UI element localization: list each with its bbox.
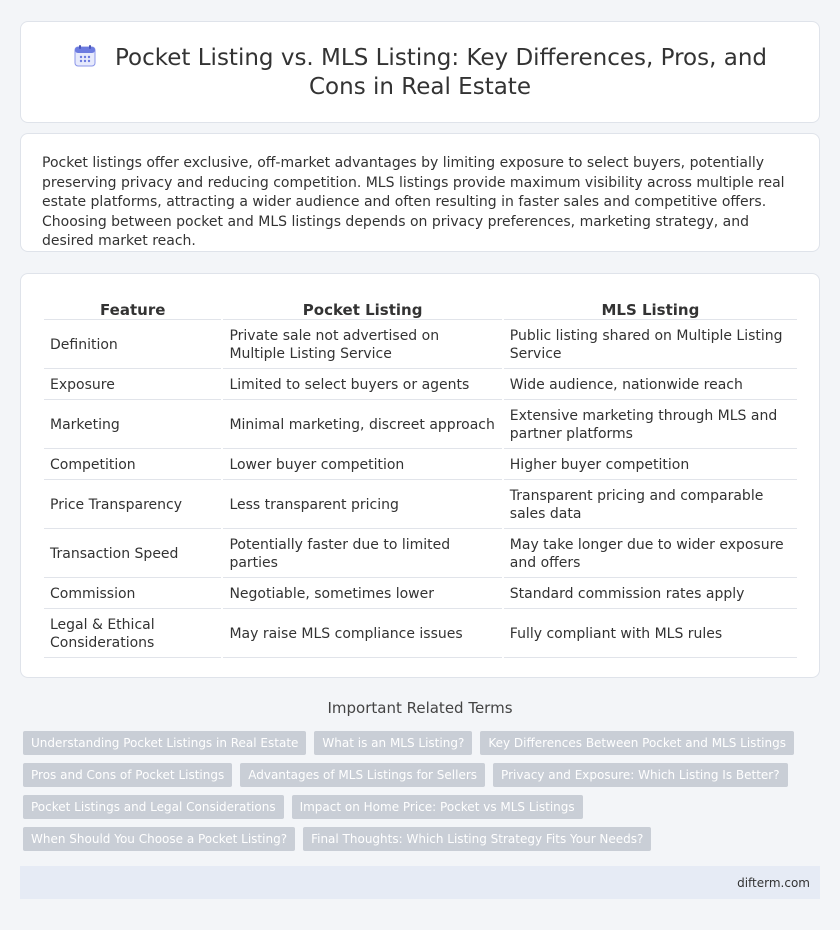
table-cell-feature: Competition	[44, 451, 221, 480]
table-row	[44, 531, 797, 578]
related-term-link[interactable]: Advantages of MLS Listings for Sellers	[240, 763, 485, 787]
summary-card	[20, 133, 820, 252]
table-row	[44, 611, 797, 658]
table-cell-feature: Marketing	[44, 402, 221, 449]
related-term-link[interactable]: What is an MLS Listing?	[314, 731, 472, 755]
related-term-link[interactable]: Final Thoughts: Which Listing Strategy Fits Your Needs?	[303, 827, 651, 851]
table-row	[44, 580, 797, 609]
related-term-link[interactable]: Understanding Pocket Listings in Real Estate	[23, 731, 306, 755]
column-header-mls-listing: MLS Listing	[504, 296, 797, 320]
column-header-feature: Feature	[44, 296, 221, 320]
table-cell-mls: Standard commission rates apply	[504, 580, 797, 609]
table-cell-mls: Extensive marketing through MLS and partner platforms	[504, 402, 797, 449]
table-cell-feature: Transaction Speed	[44, 531, 221, 578]
table-header-row	[44, 296, 797, 320]
table-row	[44, 451, 797, 480]
table-cell-mls: Wide audience, nationwide reach	[504, 371, 797, 400]
table-cell-pocket: Lower buyer competition	[223, 451, 501, 480]
table-cell-pocket: Private sale not advertised on Multiple Listing Service	[223, 322, 501, 369]
summary-text: Pocket listings offer exclusive, off-market advantages by limiting exposure to select buyers, potentially preserving privacy and reducing competition. MLS listings provide maximum visibility across multiple real estate platforms, attracting a wider audience and often resulting in faster sales and competitive offers. Choosing between pocket and MLS listings depends on privacy preferences, marketing strategy, and desired market reach.	[42, 155, 785, 249]
related-terms-heading: Important Related Terms	[327, 699, 513, 717]
footer-site-link[interactable]: difterm.com	[737, 876, 810, 890]
table-cell-mls: Transparent pricing and comparable sales data	[504, 482, 797, 529]
related-terms-list	[23, 731, 813, 851]
table-cell-pocket: Less transparent pricing	[223, 482, 501, 529]
table-cell-feature: Price Transparency	[44, 482, 221, 529]
table-cell-feature: Definition	[44, 322, 221, 369]
related-term-link[interactable]: Pocket Listings and Legal Considerations	[23, 795, 284, 819]
table-row	[44, 322, 797, 369]
related-term-link[interactable]: Pros and Cons of Pocket Listings	[23, 763, 232, 787]
table-cell-pocket: Potentially faster due to limited parties	[223, 531, 501, 578]
table-cell-feature: Legal & Ethical Considerations	[44, 611, 221, 658]
table-cell-pocket: Minimal marketing, discreet approach	[223, 402, 501, 449]
related-term-link[interactable]: Key Differences Between Pocket and MLS Listings	[480, 731, 794, 755]
table-cell-pocket: Negotiable, sometimes lower	[223, 580, 501, 609]
column-header-pocket-listing: Pocket Listing	[223, 296, 501, 320]
table-cell-mls: Fully compliant with MLS rules	[504, 611, 797, 658]
related-term-link[interactable]: Privacy and Exposure: Which Listing Is Better?	[493, 763, 788, 787]
calendar-icon	[73, 44, 97, 68]
page-title-wrap	[21, 44, 819, 102]
table-cell-mls: Higher buyer competition	[504, 451, 797, 480]
table-row	[44, 482, 797, 529]
table-cell-pocket: Limited to select buyers or agents	[223, 371, 501, 400]
table-cell-mls: Public listing shared on Multiple Listing Service	[504, 322, 797, 369]
related-term-link[interactable]: Impact on Home Price: Pocket vs MLS Listings	[292, 795, 583, 819]
table-cell-mls: May take longer due to wider exposure and offers	[504, 531, 797, 578]
footer	[20, 866, 820, 899]
header-card	[20, 21, 820, 123]
table-cell-pocket: May raise MLS compliance issues	[223, 611, 501, 658]
comparison-table	[42, 294, 799, 660]
table-row	[44, 402, 797, 449]
table-row	[44, 371, 797, 400]
page-title: Pocket Listing vs. MLS Listing: Key Differences, Pros, and Cons in Real Estate	[115, 45, 767, 100]
table-cell-feature: Commission	[44, 580, 221, 609]
table-cell-feature: Exposure	[44, 371, 221, 400]
related-term-link[interactable]: When Should You Choose a Pocket Listing?	[23, 827, 295, 851]
comparison-table-card	[20, 273, 820, 678]
